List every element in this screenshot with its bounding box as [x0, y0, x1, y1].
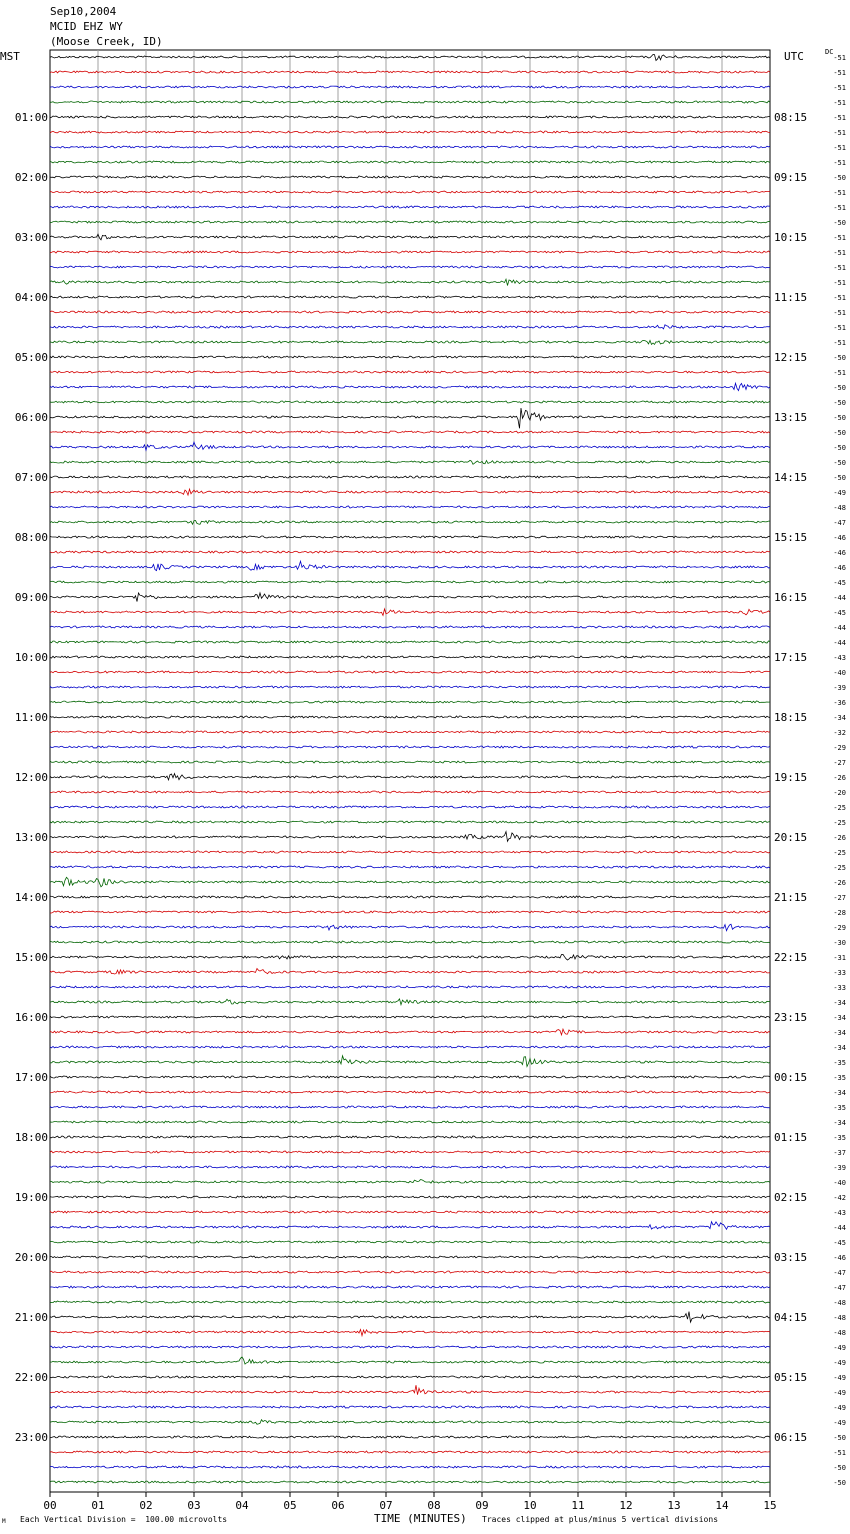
dc-offset-label: -25 [833, 804, 846, 812]
trace-30 [50, 506, 770, 508]
dc-offset-label: -33 [833, 984, 846, 992]
dc-offset-label: -34 [833, 1119, 846, 1127]
trace-87 [50, 1357, 770, 1364]
footer-mark: M [2, 1518, 6, 1525]
trace-26 [50, 442, 770, 450]
trace-29 [50, 489, 770, 495]
dc-offset-label: -45 [833, 579, 846, 587]
trace-65 [50, 1029, 770, 1035]
right-hour-label: 08:15 [774, 111, 808, 124]
dc-offset-label: -51 [833, 129, 846, 137]
left-hour-label: 12:00 [14, 771, 48, 784]
dc-offset-label: -45 [833, 1239, 846, 1247]
dc-offset-label: -50 [833, 174, 846, 182]
trace-51 [50, 821, 770, 823]
trace-34 [50, 561, 770, 570]
trace-47 [50, 761, 770, 763]
dc-offset-label: -50 [833, 414, 846, 422]
trace-54 [50, 866, 770, 868]
right-axis-title: UTC [784, 50, 804, 63]
trace-37 [50, 609, 770, 616]
clip-note: Traces clipped at plus/minus 5 vertical divisions [482, 1515, 719, 1524]
dc-offset-label: -29 [833, 924, 846, 932]
dc-offset-label: -30 [833, 939, 846, 947]
trace-5 [50, 131, 770, 133]
trace-80 [50, 1256, 770, 1258]
dc-offset-label: -51 [833, 279, 846, 287]
trace-42 [50, 686, 770, 688]
trace-72 [50, 1136, 770, 1138]
dc-offset-label: -46 [833, 534, 846, 542]
dc-offset-label: -51 [833, 114, 846, 122]
dc-offset-label: -39 [833, 1164, 846, 1172]
trace-2 [50, 86, 770, 88]
dc-offset-label: -51 [833, 324, 846, 332]
dc-offset-label: -34 [833, 1089, 846, 1097]
trace-53 [50, 851, 770, 853]
trace-6 [50, 146, 770, 148]
trace-76 [50, 1196, 770, 1198]
left-hour-label: 05:00 [14, 351, 48, 364]
dc-offset-label: -45 [833, 609, 846, 617]
dc-offset-label: -51 [833, 369, 846, 377]
dc-offset-label: -25 [833, 864, 846, 872]
dc-offset-label: -50 [833, 1479, 846, 1487]
dc-offset-label: -37 [833, 1149, 846, 1157]
trace-43 [50, 701, 770, 703]
dc-offset-label: -50 [833, 429, 846, 437]
trace-64 [50, 1016, 770, 1018]
dc-offset-label: -44 [833, 1224, 846, 1232]
trace-44 [50, 716, 770, 718]
dc-offset-label: -34 [833, 714, 846, 722]
trace-52 [50, 832, 770, 842]
left-hour-label: 15:00 [14, 951, 48, 964]
dc-offset-label: -51 [833, 99, 846, 107]
right-hour-label: 05:15 [774, 1371, 808, 1384]
dc-offset-label: -34 [833, 999, 846, 1007]
left-hour-label: 14:00 [14, 891, 48, 904]
dc-offset-label: -51 [833, 84, 846, 92]
dc-offset-label: -51 [833, 204, 846, 212]
dc-offset-label: -51 [833, 1449, 846, 1457]
dc-offset-label: -27 [833, 894, 846, 902]
trace-60 [50, 954, 770, 960]
left-hour-label: 21:00 [14, 1311, 48, 1324]
dc-offset-label: -49 [833, 1404, 846, 1412]
trace-36 [50, 593, 770, 602]
x-tick-label: 07 [379, 1499, 393, 1512]
left-axis-title: MST [0, 50, 20, 63]
dc-offset-label: -51 [833, 339, 846, 347]
right-hour-label: 22:15 [774, 951, 808, 964]
trace-21 [50, 371, 770, 373]
trace-40 [50, 656, 770, 658]
dc-offset-label: -50 [833, 459, 846, 467]
trace-13 [50, 251, 770, 253]
right-hour-label: 15:15 [774, 531, 808, 544]
left-hour-label: 20:00 [14, 1251, 48, 1264]
dc-offset-label: -48 [833, 1329, 846, 1337]
left-hour-label: 03:00 [14, 231, 48, 244]
x-tick-label: 02 [139, 1499, 153, 1512]
x-tick-label: 12 [619, 1499, 633, 1512]
trace-49 [50, 791, 770, 793]
trace-55 [50, 877, 770, 887]
right-hour-label: 20:15 [774, 831, 808, 844]
right-hour-label: 14:15 [774, 471, 808, 484]
trace-78 [50, 1222, 770, 1230]
trace-33 [50, 551, 770, 553]
trace-85 [50, 1330, 770, 1336]
left-hour-label: 13:00 [14, 831, 48, 844]
dc-offset-label: -27 [833, 759, 846, 767]
trace-22 [50, 383, 770, 390]
trace-79 [50, 1241, 770, 1243]
trace-50 [50, 806, 770, 808]
dc-offset-label: -50 [833, 219, 846, 227]
dc-offset-label: -26 [833, 774, 846, 782]
trace-89 [50, 1385, 770, 1395]
trace-59 [50, 941, 770, 943]
dc-offset-label: -49 [833, 1374, 846, 1382]
left-hour-label: 18:00 [14, 1131, 48, 1144]
left-hour-label: 07:00 [14, 471, 48, 484]
left-hour-label: 19:00 [14, 1191, 48, 1204]
trace-95 [50, 1481, 770, 1483]
header-location: (Moose Creek, ID) [50, 35, 163, 48]
x-tick-label: 15 [763, 1499, 777, 1512]
trace-23 [50, 401, 770, 403]
trace-77 [50, 1211, 770, 1213]
trace-28 [50, 476, 770, 478]
x-tick-label: 10 [523, 1499, 537, 1512]
trace-24 [50, 408, 770, 428]
right-hour-label: 18:15 [774, 711, 808, 724]
trace-68 [50, 1076, 770, 1078]
trace-7 [50, 161, 770, 163]
right-hour-label: 03:15 [774, 1251, 808, 1264]
dc-offset-label: -44 [833, 639, 846, 647]
trace-93 [50, 1451, 770, 1453]
dc-offset-label: -50 [833, 384, 846, 392]
trace-58 [50, 924, 770, 931]
dc-offset-label: -50 [833, 1434, 846, 1442]
dc-offset-label: -50 [833, 399, 846, 407]
dc-offset-label: -42 [833, 1194, 846, 1202]
x-tick-label: 01 [91, 1499, 105, 1512]
dc-offset-label: -48 [833, 1314, 846, 1322]
dc-offset-label: -35 [833, 1074, 846, 1082]
dc-offset-label: -51 [833, 309, 846, 317]
dc-offset-label: -51 [833, 144, 846, 152]
trace-82 [50, 1286, 770, 1288]
x-axis-title: TIME (MINUTES) [374, 1512, 467, 1525]
trace-18 [50, 325, 770, 329]
trace-70 [50, 1106, 770, 1108]
trace-38 [50, 626, 770, 628]
trace-35 [50, 581, 770, 583]
dc-offset-label: -34 [833, 1029, 846, 1037]
left-hour-label: 11:00 [14, 711, 48, 724]
left-hour-label: 04:00 [14, 291, 48, 304]
dc-offset-label: -51 [833, 159, 846, 167]
right-hour-label: 12:15 [774, 351, 808, 364]
dc-offset-label: -40 [833, 1179, 846, 1187]
trace-41 [50, 671, 770, 673]
trace-63 [50, 999, 770, 1005]
trace-69 [50, 1091, 770, 1093]
dc-offset-label: -34 [833, 1044, 846, 1052]
dc-offset-label: -50 [833, 1464, 846, 1472]
trace-83 [50, 1301, 770, 1303]
x-tick-label: 13 [667, 1499, 681, 1512]
x-tick-label: 04 [235, 1499, 249, 1512]
dc-offset-label: -36 [833, 699, 846, 707]
dc-offset-label: -49 [833, 489, 846, 497]
left-hour-label: 01:00 [14, 111, 48, 124]
trace-66 [50, 1046, 770, 1048]
dc-offset-label: -50 [833, 354, 846, 362]
trace-71 [50, 1121, 770, 1123]
trace-62 [50, 986, 770, 988]
right-hour-label: 13:15 [774, 411, 808, 424]
trace-10 [50, 206, 770, 208]
x-tick-label: 00 [43, 1499, 57, 1512]
trace-1 [50, 71, 770, 73]
dc-offset-label: -35 [833, 1134, 846, 1142]
dc-offset-label: -26 [833, 834, 846, 842]
trace-17 [50, 311, 770, 313]
dc-offset-label: -49 [833, 1419, 846, 1427]
x-tick-label: 03 [187, 1499, 201, 1512]
left-hour-label: 23:00 [14, 1431, 48, 1444]
trace-15 [50, 279, 770, 285]
dc-offset-label: -43 [833, 1209, 846, 1217]
trace-74 [50, 1166, 770, 1168]
left-hour-label: 02:00 [14, 171, 48, 184]
dc-offset-label: -49 [833, 1344, 846, 1352]
dc-offset-label: -51 [833, 189, 846, 197]
right-hour-label: 06:15 [774, 1431, 808, 1444]
dc-label: DC [825, 48, 834, 56]
trace-25 [50, 431, 770, 433]
dc-offset-label: -35 [833, 1104, 846, 1112]
x-tick-label: 11 [571, 1499, 585, 1512]
trace-67 [50, 1056, 770, 1067]
trace-84 [50, 1312, 770, 1323]
dc-offset-label: -32 [833, 729, 846, 737]
dc-offset-label: -51 [833, 234, 846, 242]
dc-offset-label: -40 [833, 669, 846, 677]
dc-offset-label: -48 [833, 1299, 846, 1307]
left-hour-label: 16:00 [14, 1011, 48, 1024]
dc-offset-label: -35 [833, 1059, 846, 1067]
right-hour-label: 10:15 [774, 231, 808, 244]
trace-61 [50, 969, 770, 975]
left-hour-label: 08:00 [14, 531, 48, 544]
x-tick-label: 06 [331, 1499, 345, 1512]
dc-offset-label: -46 [833, 564, 846, 572]
dc-offset-label: -50 [833, 474, 846, 482]
x-tick-label: 08 [427, 1499, 441, 1512]
dc-offset-label: -51 [833, 69, 846, 77]
trace-73 [50, 1151, 770, 1153]
x-tick-label: 05 [283, 1499, 297, 1512]
trace-94 [50, 1466, 770, 1468]
dc-offset-label: -51 [833, 294, 846, 302]
trace-39 [50, 641, 770, 643]
dc-offset-label: -29 [833, 744, 846, 752]
dc-offset-label: -25 [833, 819, 846, 827]
right-hour-label: 17:15 [774, 651, 808, 664]
dc-offset-label: -47 [833, 519, 846, 527]
trace-45 [50, 731, 770, 733]
trace-81 [50, 1271, 770, 1273]
scale-note: Each Vertical Division = 100.00 microvolts [20, 1515, 228, 1524]
trace-14 [50, 266, 770, 268]
dc-offset-label: -39 [833, 684, 846, 692]
trace-4 [50, 116, 770, 118]
right-hour-label: 01:15 [774, 1131, 808, 1144]
left-hour-label: 17:00 [14, 1071, 48, 1084]
trace-75 [50, 1180, 770, 1184]
x-tick-label: 09 [475, 1499, 489, 1512]
left-hour-label: 10:00 [14, 651, 48, 664]
dc-offset-label: -46 [833, 1254, 846, 1262]
dc-offset-label: -43 [833, 654, 846, 662]
left-hour-label: 06:00 [14, 411, 48, 424]
left-hour-label: 09:00 [14, 591, 48, 604]
right-hour-label: 19:15 [774, 771, 808, 784]
x-tick-label: 14 [715, 1499, 729, 1512]
dc-offset-label: -50 [833, 444, 846, 452]
trace-3 [50, 101, 770, 103]
dc-offset-label: -48 [833, 504, 846, 512]
right-hour-label: 00:15 [774, 1071, 808, 1084]
dc-offset-label: -33 [833, 969, 846, 977]
dc-offset-label: -44 [833, 624, 846, 632]
trace-8 [50, 176, 770, 178]
dc-offset-label: -28 [833, 909, 846, 917]
trace-57 [50, 911, 770, 913]
right-hour-label: 04:15 [774, 1311, 808, 1324]
dc-offset-label: -49 [833, 1359, 846, 1367]
right-hour-label: 02:15 [774, 1191, 808, 1204]
dc-offset-label: -46 [833, 549, 846, 557]
trace-11 [50, 221, 770, 223]
right-hour-label: 16:15 [774, 591, 808, 604]
trace-56 [50, 896, 770, 898]
right-hour-label: 23:15 [774, 1011, 808, 1024]
trace-46 [50, 746, 770, 748]
dc-offset-label: -44 [833, 594, 846, 602]
dc-offset-label: -47 [833, 1284, 846, 1292]
trace-27 [50, 460, 770, 464]
trace-16 [50, 296, 770, 298]
right-hour-label: 09:15 [774, 171, 808, 184]
dc-offset-label: -51 [833, 249, 846, 257]
trace-92 [50, 1436, 770, 1438]
dc-offset-label: -49 [833, 1389, 846, 1397]
trace-0 [50, 55, 770, 61]
left-hour-label: 22:00 [14, 1371, 48, 1384]
trace-90 [50, 1406, 770, 1408]
trace-20 [50, 356, 770, 358]
right-hour-label: 21:15 [774, 891, 808, 904]
trace-19 [50, 340, 770, 344]
dc-offset-label: -51 [833, 54, 846, 62]
dc-offset-label: -25 [833, 849, 846, 857]
header-date: Sep10,2004 [50, 5, 117, 18]
dc-offset-label: -26 [833, 879, 846, 887]
trace-32 [50, 536, 770, 538]
right-hour-label: 11:15 [774, 291, 808, 304]
dc-offset-label: -47 [833, 1269, 846, 1277]
trace-86 [50, 1346, 770, 1348]
trace-9 [50, 191, 770, 193]
trace-91 [50, 1420, 770, 1425]
dc-offset-label: -20 [833, 789, 846, 797]
dc-offset-label: -51 [833, 264, 846, 272]
trace-12 [50, 234, 770, 240]
trace-48 [50, 774, 770, 780]
trace-88 [50, 1376, 770, 1378]
dc-offset-label: -34 [833, 1014, 846, 1022]
header-station: MCID EHZ WY [50, 20, 123, 33]
trace-31 [50, 520, 770, 524]
dc-offset-label: -31 [833, 954, 846, 962]
